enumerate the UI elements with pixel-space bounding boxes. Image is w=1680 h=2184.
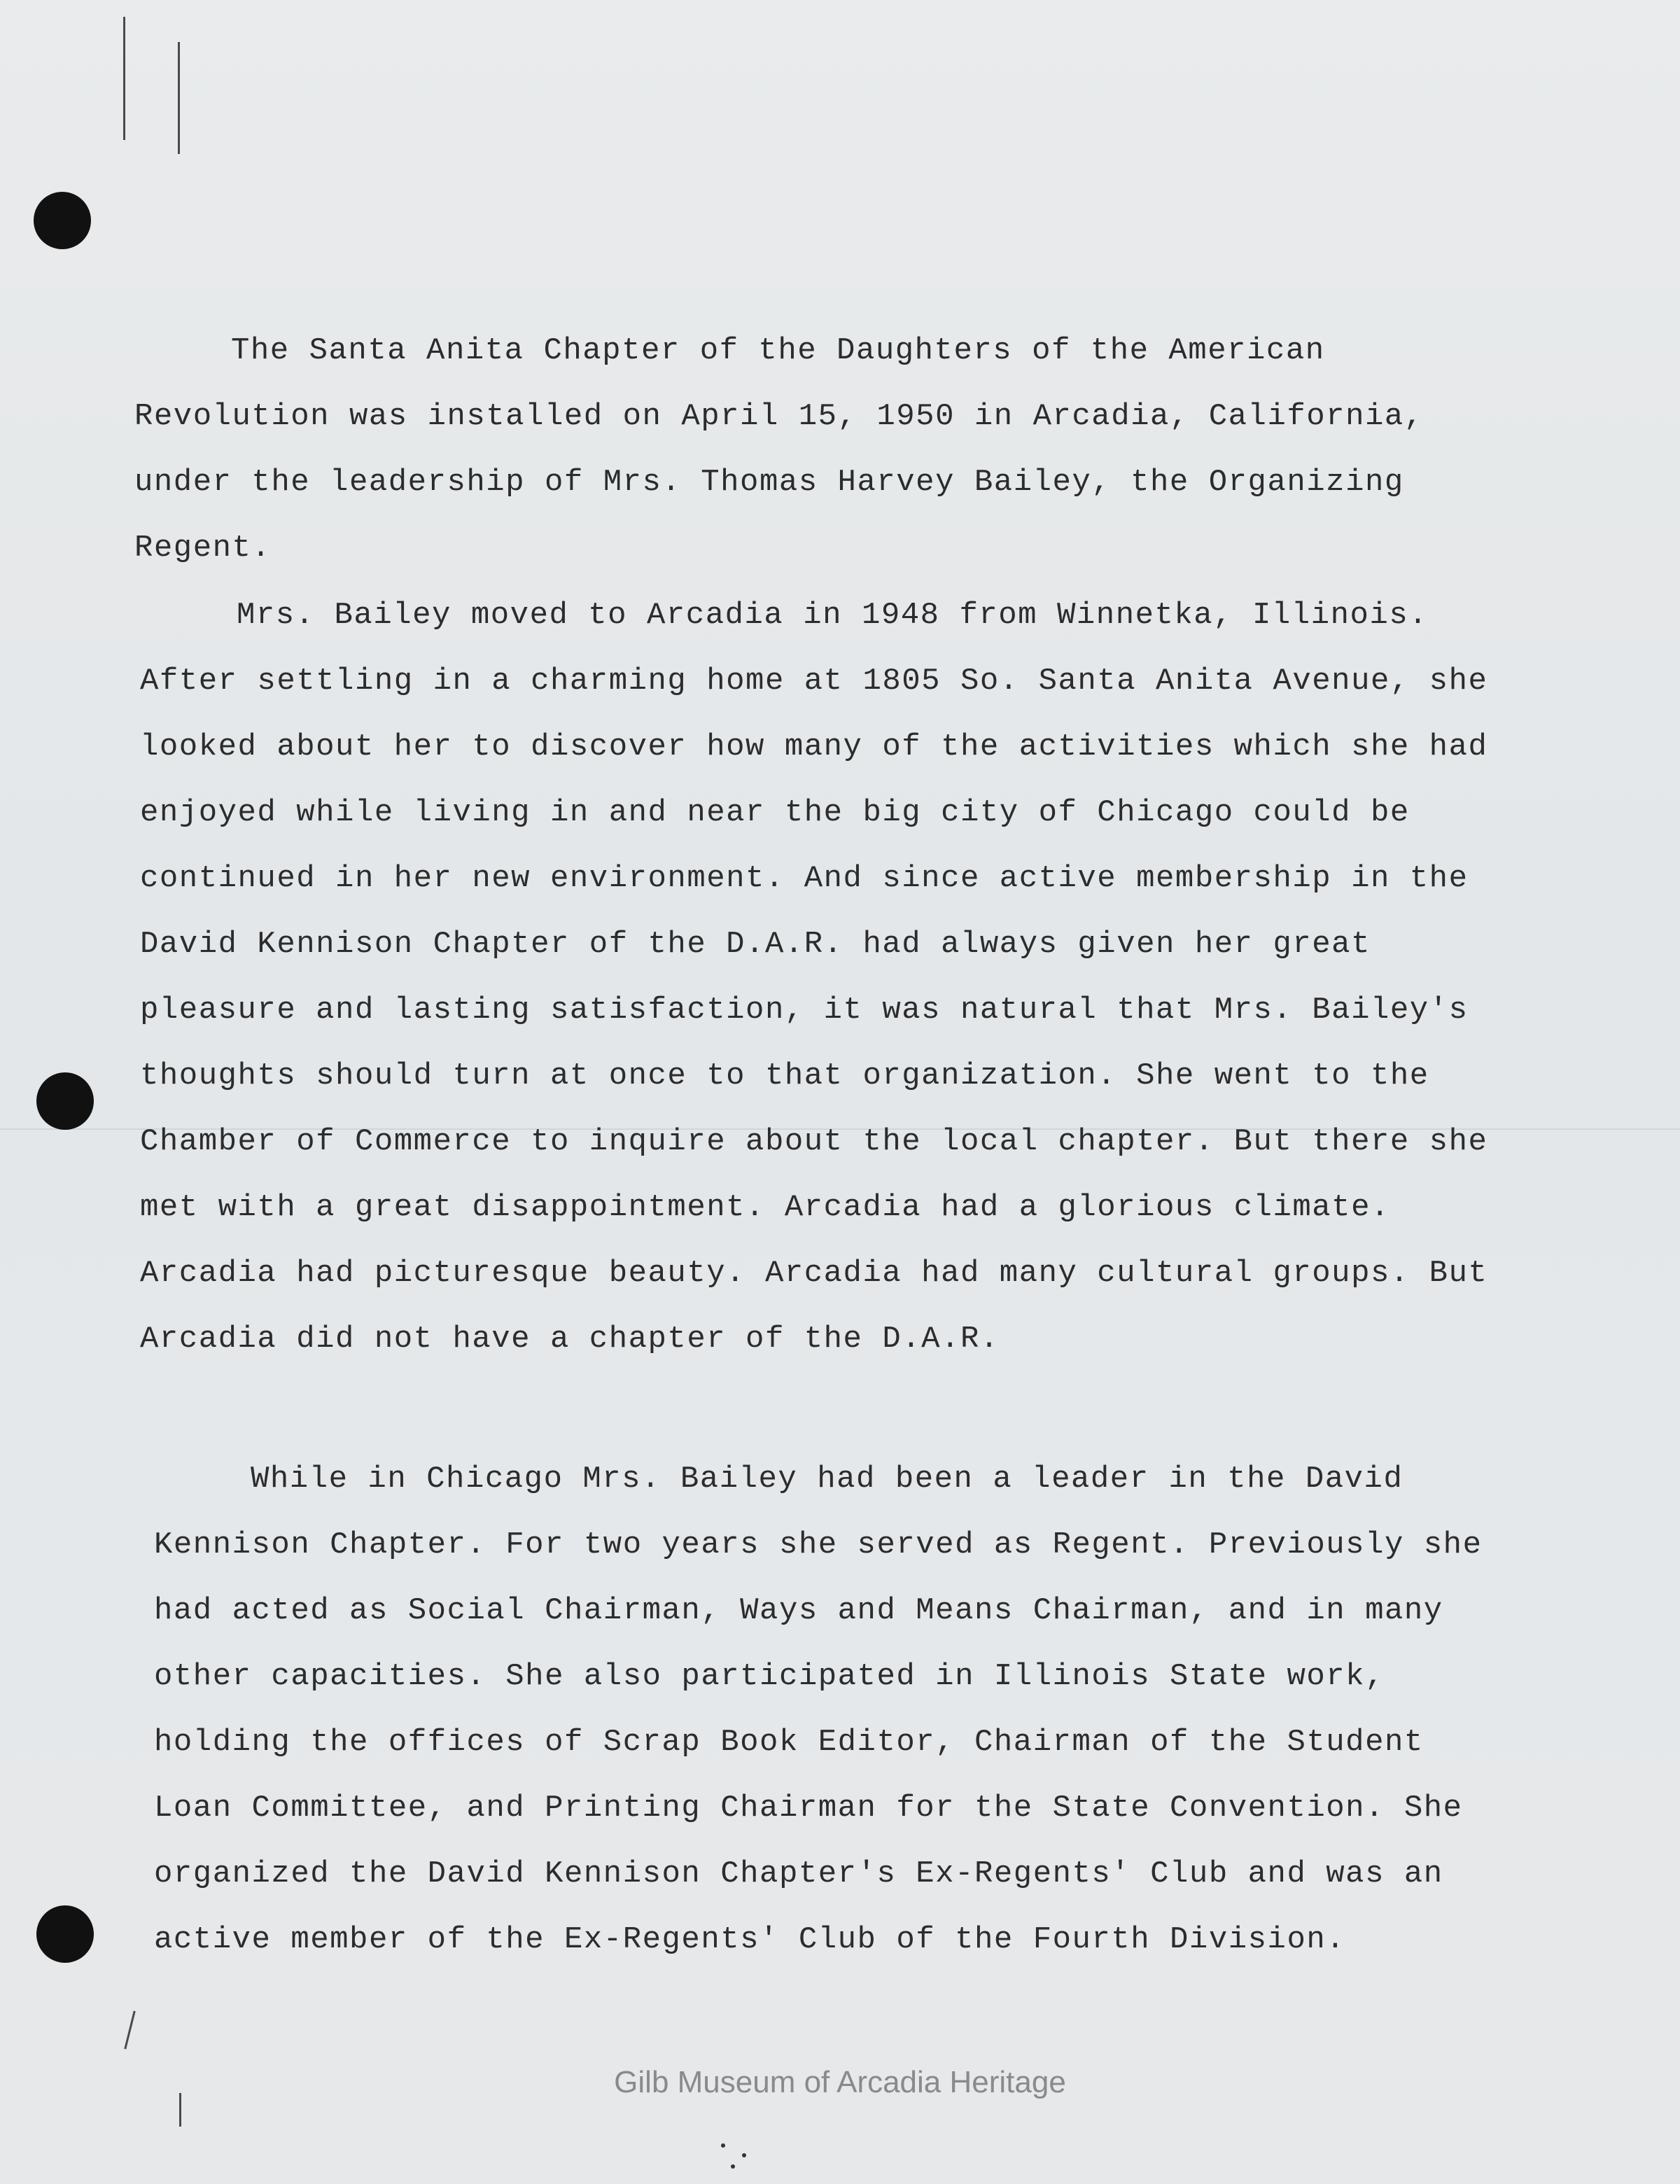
binder-punch-hole xyxy=(34,192,91,249)
margin-pencil-mark xyxy=(124,2010,135,2049)
paragraph-bailey-arrival: Mrs. Bailey moved to Arcadia in 1948 from Winnetka, Illinois. After settling in a charming home at 1805 So. Santa Anita Avenue, she looked about her to discover how many of the activities which she had enjoyed while living in and near the big city of Chicago could be continued in her new environment. And since active membership in the David Kennison Chapter of the D.A.R. had always given her great pleasure and lasting satisfaction, it was natural that Mrs. Bailey's thoughts should turn at once to that organization. She went to the Chamber of Commerce to inquire about the local chapter. But there she met with a great disappointment. Arcadia had a glorious climate. Arcadia had picturesque beauty. Arcadia had many cultural groups. But Arcadia did not have a chapter of the D.A.R. xyxy=(140,598,1488,1357)
margin-rule-mark xyxy=(178,42,180,154)
ink-speck xyxy=(742,2153,746,2157)
binder-punch-hole xyxy=(36,1905,94,1963)
binder-punch-hole xyxy=(36,1072,94,1130)
margin-rule-mark xyxy=(123,17,125,140)
ink-speck xyxy=(731,2164,735,2169)
paragraph-bailey-chicago-service: While in Chicago Mrs. Bailey had been a leader in the David Kennison Chapter. For two years she served as Regent. Previously she had acted as Social Chairman, Ways and Means Chairman, and in many other capacities. She also participated in Illinois State work, holding the offices of Scrap Book Editor, Chairman of the Student Loan Committee, and Printing Chairman for the State Convention. She organized the David Kennison Chapter's Ex-Regents' Club and was an active member of the Ex-Regents' Club of the Fourth Division. xyxy=(154,1462,1483,1957)
museum-watermark: Gilb Museum of Arcadia Heritage xyxy=(614,2065,1066,2099)
paragraph-chapter-installation: The Santa Anita Chapter of the Daughters of the American Revolution was installed on April 15, 1950 in Arcadia, California, under the leadership of Mrs. Thomas Harvey Bailey, the Organizing Regent. xyxy=(134,333,1424,566)
ink-speck xyxy=(721,2143,725,2148)
